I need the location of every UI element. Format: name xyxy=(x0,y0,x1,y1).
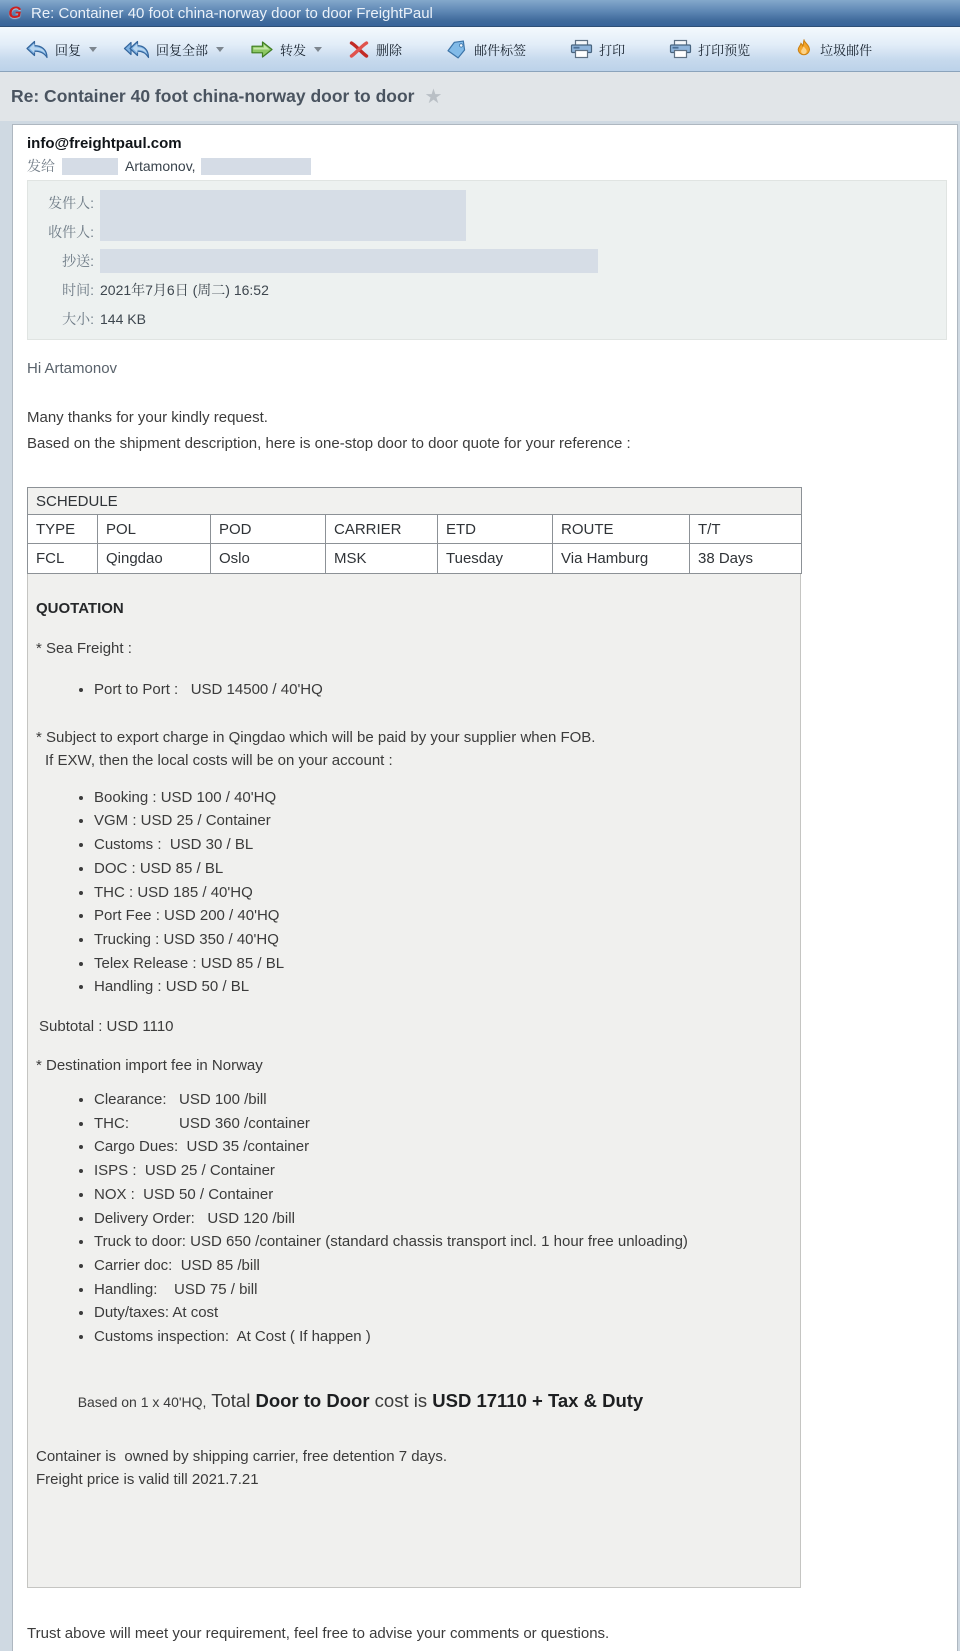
reply-all-dropdown-arrow-icon[interactable] xyxy=(216,47,224,52)
total-amount: USD 17110 + Tax & Duty xyxy=(432,1389,644,1411)
import-cost-item: • Truck to door: USD 650 /container (standard chassis transport incl. 1 hour free unloading) xyxy=(94,1230,790,1254)
import-cost-item: • Duty/taxes: At cost xyxy=(94,1301,790,1325)
sender-label: 发件人: xyxy=(48,194,94,211)
mail-toolbar xyxy=(0,27,960,72)
sender-email[interactable]: info@freightpaul.com xyxy=(27,135,182,152)
reply-button[interactable] xyxy=(16,35,106,64)
total-prefix: Based on 1 x 40'HQ, xyxy=(77,1393,207,1410)
local-costs-list xyxy=(36,786,790,999)
total-cost-line xyxy=(36,1362,790,1442)
import-cost-item: • NOX : USD 50 / Container xyxy=(94,1183,790,1207)
time-value: 2021年7月6日 (周二) 16:52 xyxy=(100,281,269,298)
import-cost-item: • Handling: USD 75 / bill xyxy=(94,1278,790,1302)
sea-freight-list xyxy=(36,678,790,702)
col-type: TYPE xyxy=(28,515,98,544)
size-value: 144 KB xyxy=(100,310,146,327)
recipient-name[interactable]: Artamonov, xyxy=(125,158,196,174)
mail-tag-label: 邮件标签 xyxy=(474,42,527,58)
star-flag-icon[interactable]: ★ xyxy=(424,85,443,108)
reply-all-button[interactable] xyxy=(114,35,233,64)
mail-view-background xyxy=(0,121,960,1651)
reply-label: 回复 xyxy=(55,42,82,58)
col-tt: T/T xyxy=(690,515,802,544)
cc-label: 抄送: xyxy=(62,252,94,269)
intro-line-2: Based on the shipment description, here is one-stop door to door quote for your reference : xyxy=(27,435,631,452)
export-note-line-2: If EXW, then the local costs will be on your account : xyxy=(45,751,393,769)
local-cost-item: • THC : USD 185 / 40'HQ xyxy=(94,881,790,905)
schedule-table xyxy=(27,487,802,574)
reply-all-label: 回复全部 xyxy=(156,42,209,58)
local-cost-item: • Customs : USD 30 / BL xyxy=(94,833,790,857)
col-carrier: CARRIER xyxy=(326,515,438,544)
time-label: 时间: xyxy=(62,281,94,298)
import-cost-item: • Cargo Dues: USD 35 /container xyxy=(94,1135,790,1159)
total-mid-1: Total xyxy=(206,1389,256,1411)
redacted-recipient-block xyxy=(201,158,311,175)
intro-line-1: Many thanks for your kindly request. xyxy=(27,409,268,426)
print-icon xyxy=(570,39,593,59)
meta-row-size xyxy=(28,304,946,333)
local-cost-item: • DOC : USD 85 / BL xyxy=(94,857,790,881)
junk-flame-icon xyxy=(794,39,814,59)
import-costs-list xyxy=(36,1088,790,1349)
cell-etd: Tuesday xyxy=(438,544,553,574)
junk-mail-label: 垃圾邮件 xyxy=(820,42,873,58)
delete-button[interactable] xyxy=(339,35,411,64)
validity-note: Freight price is valid till 2021.7.21 xyxy=(36,1471,259,1489)
cell-pod: Oslo xyxy=(211,544,326,574)
meta-row-cc xyxy=(28,246,946,275)
cell-route: Via Hamburg xyxy=(553,544,690,574)
reply-all-icon xyxy=(123,40,150,59)
redacted-recipient-block xyxy=(62,158,118,175)
forward-dropdown-arrow-icon[interactable] xyxy=(314,47,322,52)
local-cost-item: • Trucking : USD 350 / 40'HQ xyxy=(94,928,790,952)
cell-carrier: MSK xyxy=(326,544,438,574)
sea-freight-item: • Port to Port : USD 14500 / 40'HQ xyxy=(94,678,790,702)
window-title: Re: Container 40 foot china-norway door to door FreightPaul xyxy=(31,4,433,22)
window-title-bar xyxy=(0,0,960,27)
import-cost-item: • Carrier doc: USD 85 /bill xyxy=(94,1254,790,1278)
to-recipients-row xyxy=(27,156,957,176)
col-route: ROUTE xyxy=(553,515,690,544)
local-cost-item: • Booking : USD 100 / 40'HQ xyxy=(94,786,790,810)
mail-meta-panel xyxy=(27,180,947,340)
subject-bar xyxy=(0,72,960,121)
forward-icon xyxy=(250,40,274,59)
reply-icon xyxy=(25,40,49,59)
import-cost-item: • ISPS : USD 25 / Container xyxy=(94,1159,790,1183)
mail-content-panel xyxy=(12,124,958,1651)
size-label: 大小: xyxy=(62,310,94,327)
col-pol: POL xyxy=(98,515,211,544)
delete-icon xyxy=(348,40,370,59)
schedule-title: SCHEDULE xyxy=(28,488,802,515)
mail-tag-button[interactable] xyxy=(437,35,535,64)
container-note: Container is owned by shipping carrier, free detention 7 days. xyxy=(36,1447,448,1465)
delete-label: 删除 xyxy=(376,42,403,58)
quotation-box xyxy=(27,574,801,1588)
schedule-data-row xyxy=(28,544,802,574)
total-mid-2: cost is xyxy=(369,1389,433,1411)
import-cost-item: • Customs inspection: At Cost ( If happen ) xyxy=(94,1325,790,1349)
import-cost-item: • THC: USD 360 /container xyxy=(94,1112,790,1136)
cell-pol: Qingdao xyxy=(98,544,211,574)
print-preview-icon xyxy=(669,39,692,59)
total-door-to-door: Door to Door xyxy=(255,1389,370,1411)
to-prefix-label: 发给 xyxy=(27,158,55,174)
greeting-text: Hi Artamonov xyxy=(27,360,118,377)
reply-dropdown-arrow-icon[interactable] xyxy=(89,47,97,52)
print-preview-label: 打印预览 xyxy=(698,42,751,58)
mail-subject-title: Re: Container 40 foot china-norway door to door xyxy=(11,86,415,106)
import-fee-heading: * Destination import fee in Norway xyxy=(36,1057,263,1075)
local-cost-item: • Handling : USD 50 / BL xyxy=(94,975,790,999)
mail-tag-icon xyxy=(446,40,468,59)
schedule-header-row xyxy=(28,515,802,544)
col-pod: POD xyxy=(211,515,326,544)
forward-label: 转发 xyxy=(280,42,307,58)
print-preview-button[interactable] xyxy=(660,34,759,64)
print-label: 打印 xyxy=(599,42,626,58)
closing-text: Trust above will meet your requirement, feel free to advise your comments or questions. xyxy=(27,1625,610,1642)
cell-tt: 38 Days xyxy=(690,544,802,574)
redacted-cc-block xyxy=(100,249,598,273)
export-note-line-1: * Subject to export charge in Qingdao which will be paid by your supplier when FOB. xyxy=(36,728,596,746)
local-cost-item: • VGM : USD 25 / Container xyxy=(94,809,790,833)
import-cost-item: • Clearance: USD 100 /bill xyxy=(94,1088,790,1112)
schedule-title-row xyxy=(28,488,802,515)
print-button[interactable] xyxy=(561,34,634,64)
subtotal-line: Subtotal : USD 1110 xyxy=(39,1018,174,1036)
junk-mail-button[interactable] xyxy=(785,34,881,64)
redacted-sender-recipient-block xyxy=(100,190,466,241)
cell-type: FCL xyxy=(28,544,98,574)
col-etd: ETD xyxy=(438,515,553,544)
import-cost-item: • Delivery Order: USD 120 /bill xyxy=(94,1207,790,1231)
local-cost-item: • Telex Release : USD 85 / BL xyxy=(94,952,790,976)
quotation-title: QUOTATION xyxy=(36,600,124,617)
meta-row-time xyxy=(28,275,946,304)
forward-button[interactable] xyxy=(241,35,331,64)
recipient-label: 收件人: xyxy=(48,223,94,240)
local-cost-item: • Port Fee : USD 200 / 40'HQ xyxy=(94,904,790,928)
sea-freight-heading: * Sea Freight : xyxy=(36,640,132,657)
mail-body xyxy=(27,359,957,1645)
app-logo-icon: G xyxy=(8,3,22,22)
